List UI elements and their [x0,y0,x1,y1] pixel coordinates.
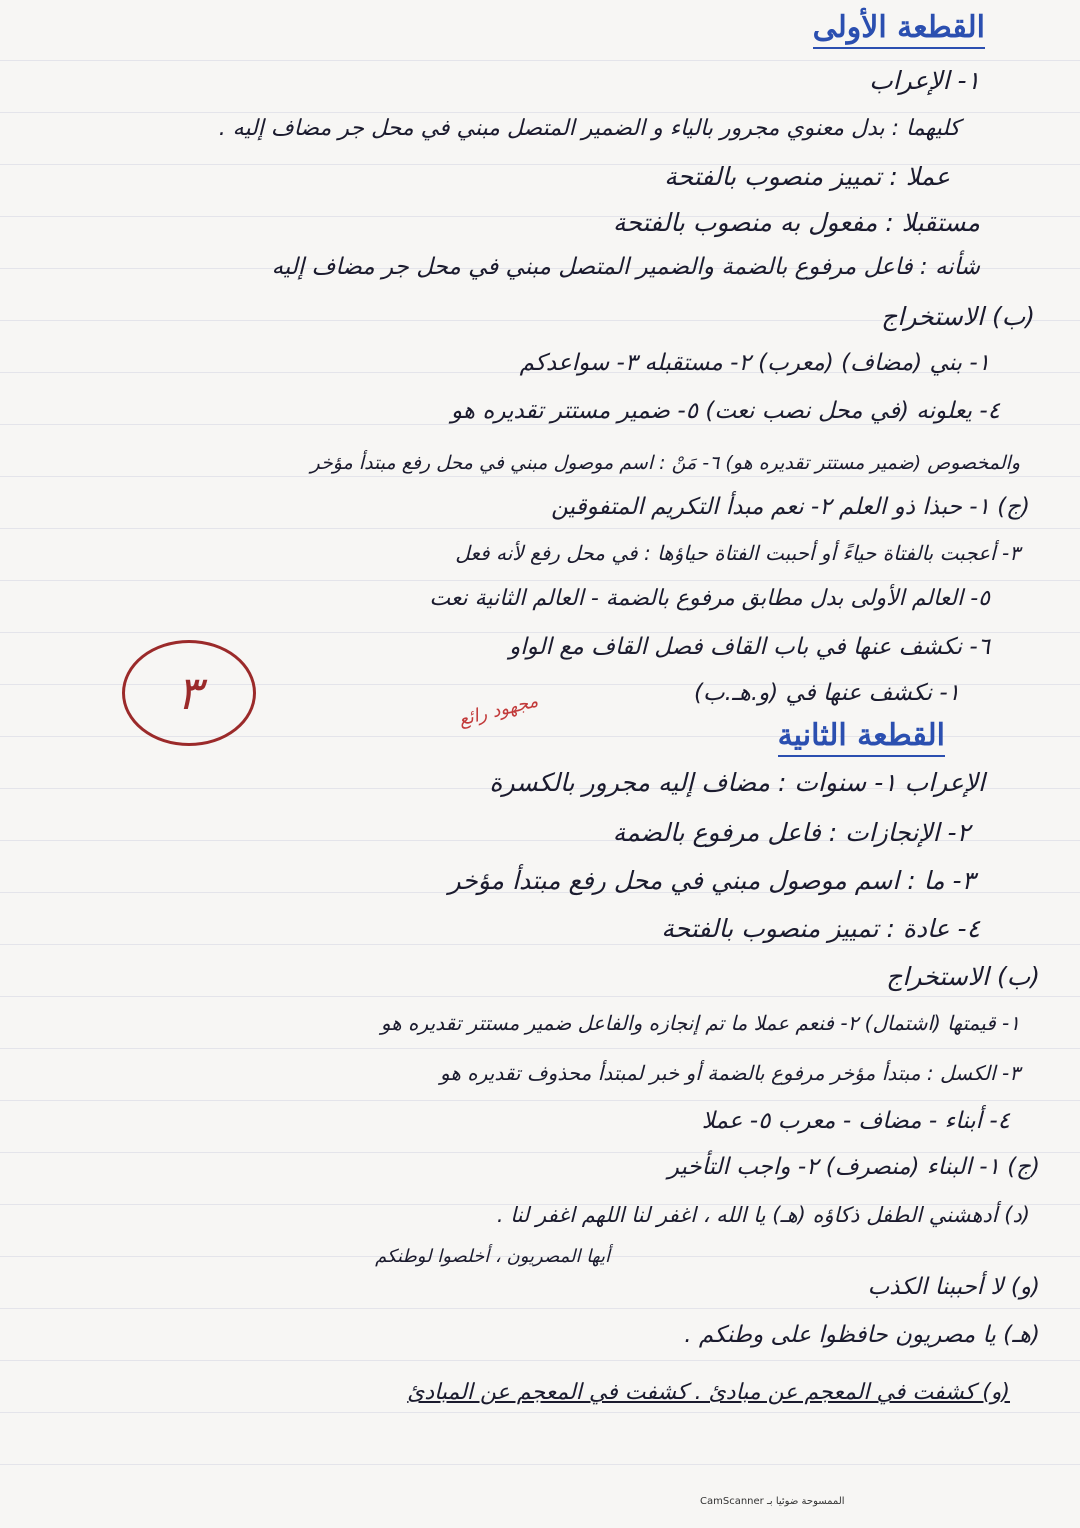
answer-line: والمخصوص (ضمير مستتر تقديره هو) ٦- مَنْ : اسم موصول مبني في محل رفع مبتدأ مؤخر [310,452,1020,474]
answer-line: (د) أدهشني الطفل ذكاؤه (هـ) يا الله ، اغفر لنا اللهم اغفر لنا . [496,1203,1030,1227]
section2-title: القطعة الثانية [778,718,945,757]
answer-line: ٦- نكشف عنها في باب القاف فصل القاف مع الواو [509,634,990,660]
answer-line: (ج) ١- البناء (منصرف) ٢- واجب التأخير [667,1154,1040,1180]
scanner-watermark: الممسوحة ضوئيا بـ CamScanner [700,1496,845,1507]
answer-line: (ج) ١- حبذا ذو العلم ٢- نعم مبدأ التكريم المتفوقين [551,494,1030,520]
answer-line: ١- الإعراب [869,66,980,95]
answer-line: ٣- أعجبت بالفتاة حياءً أو أحببت الفتاة حياؤها : في محل رفع لأنه فعل [455,541,1020,565]
answer-line: كليهما : بدل معنوي مجرور بالياء و الضمير المتصل مبني في محل جر مضاف إليه . [218,116,960,141]
answer-line: ١- بني (مضاف) (معرب) ٢- مستقبله ٣- سواعدكم [519,350,990,376]
answer-line: ١- قيمتها (اشتمال) ٢- فنعم عملا ما تم إنجازه والفاعل ضمير مستتر تقديره هو [380,1011,1020,1035]
section1-title: القطعة الأولى [813,10,985,49]
answer-line: (ب) الاستخراج [881,302,1035,331]
answer-line: شأنه : فاعل مرفوع بالضمة والضمير المتصل مبني في محل جر مضاف إليه [271,254,980,280]
answer-line: ٤- أبناء - مضاف - معرب ٥- عملا [701,1108,1010,1134]
answer-line: (ب) الاستخراج [886,962,1040,991]
answer-line: الإعراب ١- سنوات : مضاف إليه مجرور بالكسرة [489,768,985,797]
answer-line: ٤- عادة : تمييز منصوب بالفتحة [661,914,980,943]
answer-line: عملا : تمييز منصوب بالفتحة [664,162,950,191]
answer-line: ٣- الكسل : مبتدأ مؤخر مرفوع بالضمة أو خبر لمبتدأ محذوف تقديره هو [440,1061,1020,1085]
answer-line: مستقبلا : مفعول به منصوب بالفتحة [612,208,980,237]
answer-line: (و) كشفت في المعجم عن مبادئ . كشفت في المعجم عن المبادئ [407,1380,1010,1405]
answer-line: ٥- العالم الأولى بدل مطابق مرفوع بالضمة - العالم الثانية نعت [429,586,990,611]
answer-line: (و) لا أحببنا الكذب [867,1274,1040,1300]
answer-line: ١- نكشف عنها في (و.هـ.ب) [694,680,960,706]
answer-line: ٣- ما : اسم موصول مبني في محل رفع مبتدأ مؤخر [448,866,975,895]
answer-line: (هـ) يا مصريون حافظوا على وطنكم . [684,1322,1040,1348]
answer-line: ٢- الإنجازات : فاعل مرفوع بالضمة [612,818,970,847]
teacher-note: مجهود رائع [456,690,541,731]
answer-line: أيها المصريون ، أخلصوا لوطنكم [375,1246,610,1267]
answer-line: ٤- يعلونه (في محل نصب نعت) ٥- ضمير مستتر تقديره هو [451,398,1000,424]
grade-circle: ٣ [122,640,256,746]
